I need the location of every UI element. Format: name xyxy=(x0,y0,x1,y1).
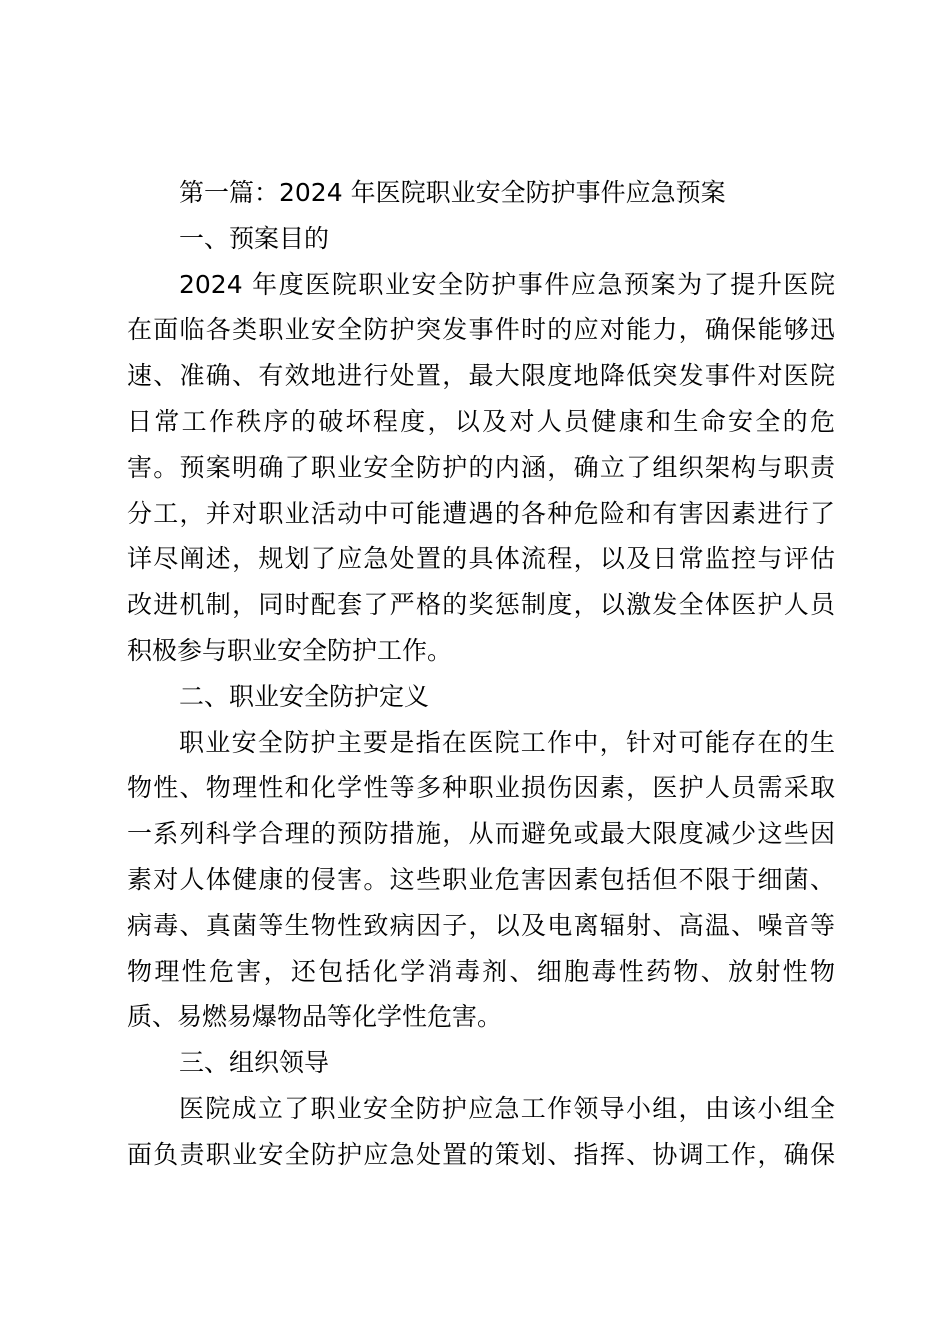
section-heading: 三、组织领导 xyxy=(179,1048,330,1078)
paragraph-line: 医院成立了职业安全防护应急工作领导小组，由该小组全 xyxy=(179,1093,835,1123)
paragraph-line: 分工，并对职业活动中可能遭遇的各种危险和有害因素进行了 xyxy=(127,498,835,528)
paragraph-line: 在面临各类职业安全防护突发事件时的应对能力，确保能够迅 xyxy=(127,315,835,345)
paragraph-line: 物性、物理性和化学性等多种职业损伤因素，医护人员需采取 xyxy=(127,773,835,803)
paragraph-line: 速、准确、有效地进行处置，最大限度地降低突发事件对医院 xyxy=(127,361,835,391)
section-heading: 一、预案目的 xyxy=(179,223,330,253)
document-title: 第一篇：2024 年医院职业安全防护事件应急预案 xyxy=(179,178,726,207)
paragraph-line: 改进机制，同时配套了严格的奖惩制度，以激发全体医护人员 xyxy=(127,590,835,620)
section-heading: 二、职业安全防护定义 xyxy=(179,681,430,711)
paragraph-line: 面负责职业安全防护应急处置的策划、指挥、协调工作，确保 xyxy=(127,1139,835,1169)
paragraph-line: 职业安全防护主要是指在医院工作中，针对可能存在的生 xyxy=(179,727,835,757)
paragraph-line: 积极参与职业安全防护工作。 xyxy=(127,635,453,665)
paragraph-line: 质、易燃易爆物品等化学性危害。 xyxy=(127,1002,503,1032)
paragraph-line: 素对人体健康的侵害。这些职业危害因素包括但不限于细菌、 xyxy=(127,864,835,894)
document-body xyxy=(127,170,835,1178)
paragraph-line: 物理性危害，还包括化学消毒剂、细胞毒性药物、放射性物 xyxy=(127,956,835,986)
paragraph-line: 病毒、真菌等生物性致病因子，以及电离辐射、高温、噪音等 xyxy=(127,910,835,940)
paragraph-line: 日常工作秩序的破坏程度，以及对人员健康和生命安全的危 xyxy=(127,406,835,436)
paragraph-line: 2024 年度医院职业安全防护事件应急预案为了提升医院 xyxy=(179,269,835,299)
paragraph-line: 一系列科学合理的预防措施，从而避免或最大限度减少这些因 xyxy=(127,819,835,849)
paragraph-line: 害。预案明确了职业安全防护的内涵，确立了组织架构与职责 xyxy=(127,452,835,482)
paragraph-line: 详尽阐述，规划了应急处置的具体流程，以及日常监控与评估 xyxy=(127,544,835,574)
